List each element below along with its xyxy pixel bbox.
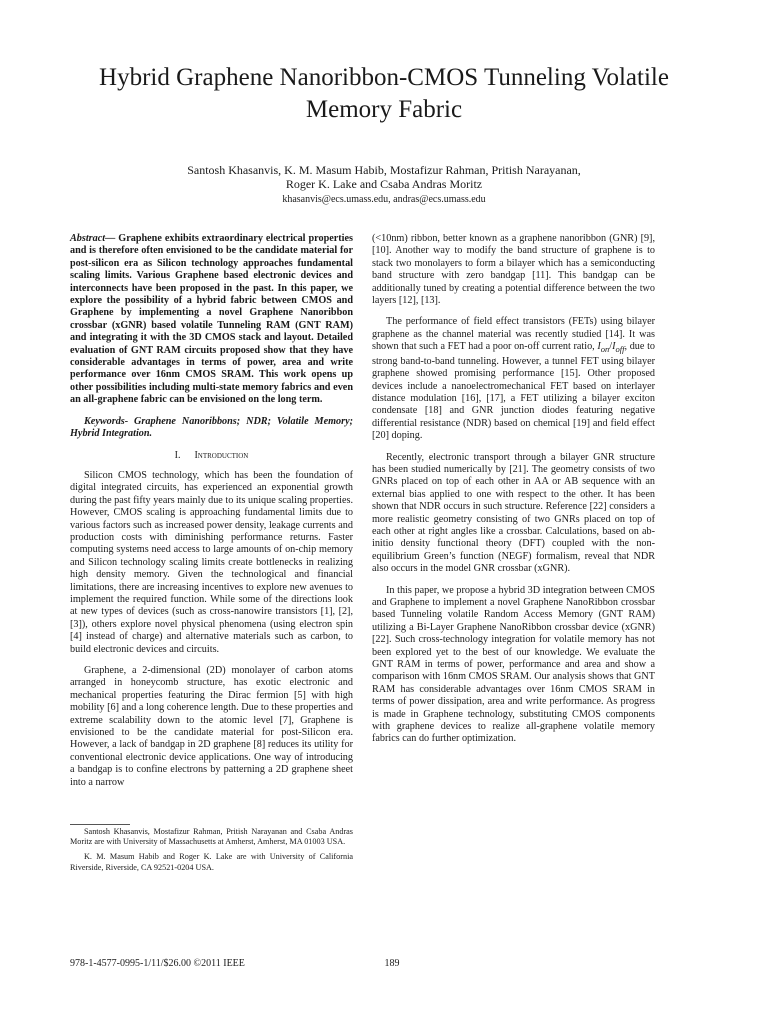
section-number: I.	[174, 449, 181, 461]
section-title: Introduction	[194, 449, 249, 461]
page-number: 189	[384, 958, 400, 969]
authors-line-1: Santosh Khasanvis, K. M. Masum Habib, Mostafizur Rahman, Pritish Narayanan,	[187, 163, 581, 177]
intro-paragraph-3: (<10nm) ribbon, better known as a graphene nanoribbon (GNR) [9], [10]. Another way to modify the band structure of graphene is to stack two monolayers to form a bilayer which has a semiconducting band structure with zero bandgap [11]. This bandgap can be additionally tuned by creating a potential difference between the two layers [12], [13].	[372, 233, 655, 307]
copyright-isbn: 978-1-4577-0995-1/11/$26.00 ©2011 IEEE	[70, 958, 245, 969]
footnote-2: K. M. Masum Habib and Roger K. Lake are with University of California Riverside, Riverside, CA 92521-0204 USA.	[70, 852, 353, 872]
intro-paragraph-2: Graphene, a 2-dimensional (2D) monolayer of carbon atoms arranged in honeycomb structure, has exotic electronic and mechanical properties featuring the Dirac fermion [5] with high mobility [6] and a long coherence length. Due to these properties and extreme scalability down to the atomic level [7], Graphene is envisioned to be the candidate material for post-Silicon era. However, a lack of bandgap in 2D graphene [8] reduces its utility for conventional electronic device applications. One way of introducing a bandgap is to confine electrons by patterning a 2D graphene sheet into a narrow	[70, 665, 353, 788]
author-list	[60, 163, 708, 191]
footnotes	[70, 827, 353, 878]
right-column	[372, 233, 655, 755]
authors-line-2: Roger K. Lake and Csaba Andras Moritz	[285, 177, 483, 191]
intro-paragraph-4: The performance of field effect transistors (FETs) using bilayer graphene as the channel material was recently studied [14]. It was shown that such a FET had a poor on-off current ratio, $I_{on}/I_{off}$, due to strong band-to-band tunneling. However, a tunnel FET using bilayer graphene showed promising performance [15]. Other proposed devices include a nanoelectromechanical FET based on interlayer distance modulation [16], [17], a FET utilizing a bilayer exciton condensate [18] and GNR junction diodes featuring negative differential resistance (NDR) based on chemical [19] and field effect [20] doping.	[372, 316, 655, 442]
intro-paragraph-1: Silicon CMOS technology, which has been the foundation of digital integrated circuits, has experienced an exponential growth during the past fifty years mainly due to its unique scaling properties. However, CMOS scaling is approaching fundamental limits due to various factors such as increased power density, leakage currents and production costs with diminishing performance returns. Faster computing systems need access to large amounts of on-chip memory and Silicon technology scaling limits create bottlenecks in realizing high density memory. Given the technological and financial limitations, there are increasing incentives to explore new avenues to implement the required function. While some of the directions look at new types of devices (such as cross-nanowire transistors [1], [2], [3]), others explore novel physical phenomena (using electron spin [4] instead of charge) and alternative materials such as carbon, to build electronic devices and circuits.	[70, 469, 353, 655]
paragraph-text: , due to strong band-to-band tunneling. However, a tunnel FET using bilayer graphene showed promising performance [15]. Other proposed devices include a nanoelectromechanical FET based on interlayer distance modulation [16], [17], a FET utilizing a bilayer exciton condensate [18] and GNR junction diodes featuring negative differential resistance (NDR) based on chemical [19] and field effect [20] doping.	[372, 341, 655, 442]
abstract-text: Graphene exhibits extraordinary electrical properties and is therefore often envisioned to be the candidate material for post-silicon era as Silicon technology approaches fundamental scaling limits. Various Graphene based electronic devices and interconnects have been proposed in the past. In this paper, we explore the possibility of a hybrid fabric between CMOS and Graphene by implementing a novel Graphene Nanoribbon crossbar (xGNR) based volatile Tunneling RAM (GNT RAM) and integrating it with the 3D CMOS stack and layout. Detailed evaluation of GNT RAM circuits proposed show that they have considerable advantages in terms of power, area and write performance over 16nm CMOS SRAM. This work opens up other possibilities including multi-state memory fabrics and even an all-graphene fabric can be envisioned on the long term.	[70, 233, 353, 406]
intro-paragraph-5: Recently, electronic transport through a bilayer GNR structure has been studied numerically by [21]. The geometry consists of two GNRs placed on top of each other in AA or AB sequence with an external bias applied to one with respect to the other. It has been shown that NDR occurs in such structure. Reference [22] considers a more realistic geometry consisting of two GNRs placed on top of each other at right angles like a crossbar. Calculations, based on ab-initio density functional theory (DFT) coupled with the non-equilibrium Green’s function (NEGF) formalism, reveal that NDR also occurs in the model GNR crossbar (xGNR).	[372, 451, 655, 575]
footnote-1: Santosh Khasanvis, Mostafizur Rahman, Pritish Narayanan and Csaba Andras Moritz are with University of Massachusetts at Amherst, Amherst, MA 01003 USA.	[70, 827, 353, 847]
paragraph-text: The performance of field effect transistors (FETs) using bilayer graphene as the channel material was recently studied [14]. It was shown that such a FET had a poor on-off current ratio,	[372, 316, 655, 353]
keywords: Keywords- Graphene Nanoribbons; NDR; Volatile Memory; Hybrid Integration.	[70, 415, 353, 440]
math-ion: $I_{on}$	[597, 341, 610, 355]
left-column	[70, 233, 353, 798]
intro-paragraph-6: In this paper, we propose a hybrid 3D integration between CMOS and Graphene to implement a novel Graphene NanoRibbon crossbar based Tunneling volatile Random Access Memory (GNT RAM) utilizing a Bi-Layer Graphene NanoRibbon crossbar device (xGNR) [22]. Such cross-technology integration for volatile memory has not been explored yet to the best of our knowledge. We evaluate the GNT RAM in terms of power, performance and area and show a comparison with 16nm CMOS SRAM. Our analysis shows that GNT RAM has considerable advantages over 16nm CMOS SRAM in terms of power dissipation, area and write performance. As progress is made in Graphene technology, substituting CMOS components with graphene devices to realize all-graphene volatile memory fabrics can do further optimization.	[372, 584, 655, 745]
section-heading-introduction	[70, 450, 353, 462]
footnote-divider	[70, 824, 130, 825]
abstract-label: Abstract—	[70, 233, 116, 244]
math-ioff: $I_{off}$	[612, 341, 625, 355]
abstract	[70, 233, 353, 407]
author-emails: khasanvis@ecs.umass.edu, andras@ecs.umass.edu	[282, 194, 486, 205]
paper-title: Hybrid Graphene Nanoribbon-CMOS Tunneling Volatile Memory Fabric	[99, 64, 669, 123]
